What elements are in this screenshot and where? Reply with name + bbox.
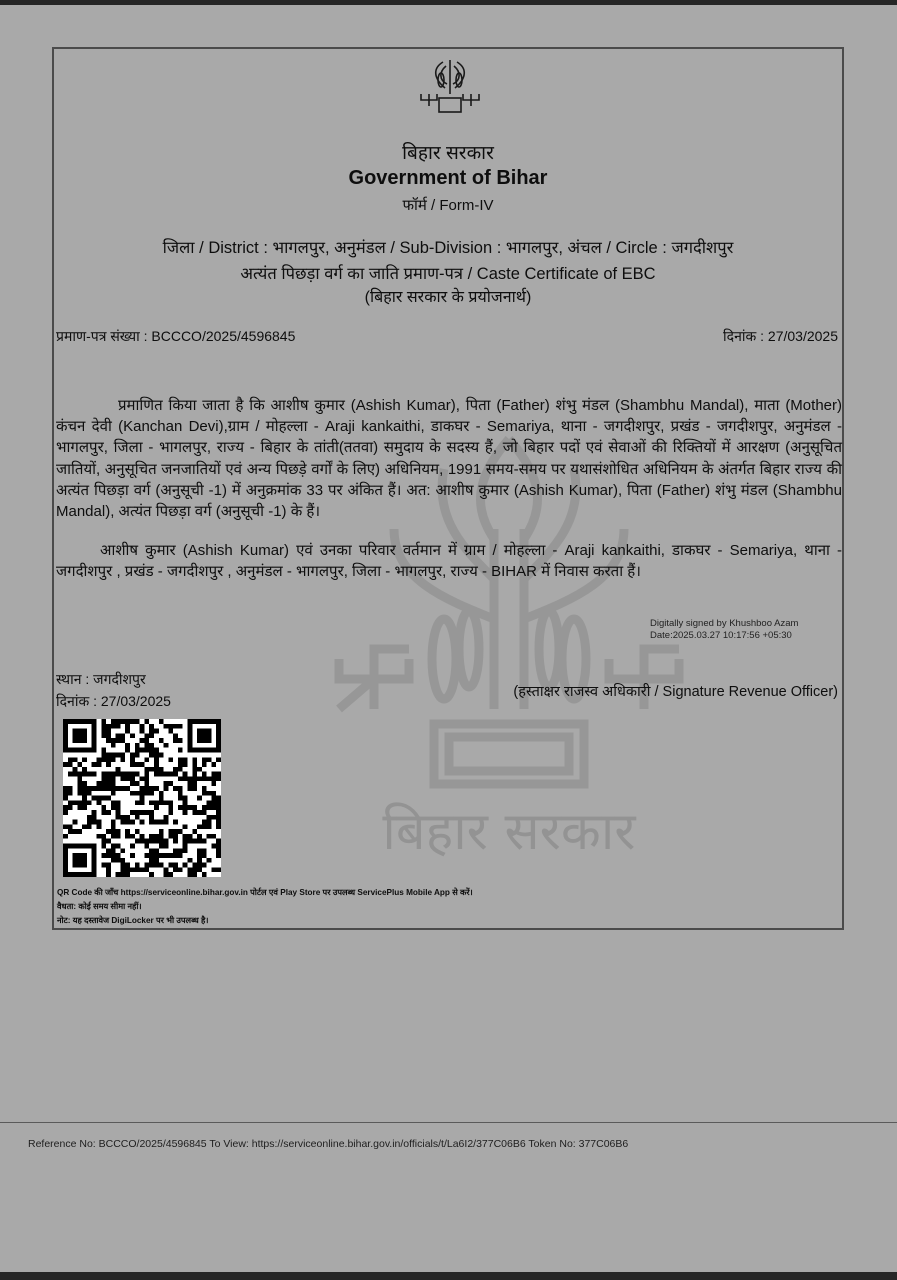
location-line: जिला / District : भागलपुर, अनुमंडल / Sub-Division : भागलपुर, अंचल / Circle : जगदीशपुर bbox=[162, 239, 734, 257]
top-edge-bar bbox=[0, 0, 897, 5]
digital-signature-date: Date:2025.03.27 10:17:56 +05:30 bbox=[650, 630, 792, 641]
qr-verification-note: QR Code की जाँच https://serviceonline.bihar.gov.in पोर्टल एवं Play Store पर उपलब्ध ServicePlus Mobile App से करें। bbox=[57, 888, 473, 897]
certificate-date: दिनांक : 27/03/2025 bbox=[723, 328, 838, 344]
issue-date-label: दिनांक : 27/03/2025 bbox=[56, 693, 171, 709]
bottom-edge-bar bbox=[0, 1272, 897, 1280]
digital-signature-name: Digitally signed by Khushboo Azam bbox=[650, 618, 799, 629]
certificate-body-paragraph-1: प्रमाणित किया जाता है कि आशीष कुमार (Ashish Kumar), पिता (Father) शंभु मंडल (Shambhu Mandal), माता (Mother) कंचन देवी (Kanchan Devi),ग्राम / मोहल्ला - Araji kankaithi, डाकघर - Semariya, थाना - जगदीशपुर, प्रखंड - जगदीशपुर, अनुमंडल - भागलपुर, जिला - भागलपुर, राज्य - बिहार के तांती(ततवा) समुदाय के सदस्य हैं, जो बिहार पदों एवं सेवाओं की रिक्तियों में आरक्षण (अनुसूचित जातियों, अनुसूचित जनजातियों एवं अन्य पिछड़े वर्गों के लिए) अधिनियम, 1991 समय-समय पर यथासंशोधित अधिनियम के अंतर्गत बिहार राज्य की अत्यंत पिछड़ा वर्ग (अनुसूची -1) में अनुक्रमांक 33 पर अंकित हैं। अत: आशीष कुमार (Ashish Kumar), पिता (Father) शंभु मंडल (Shambhu Mandal), अत्यंत पिछड़ा वर्ग (अनुसूची -1) के हैं। bbox=[56, 397, 842, 521]
digital-signature bbox=[650, 618, 798, 642]
header-english-title: Government of Bihar bbox=[348, 167, 548, 189]
reference-line: Reference No: BCCCO/2025/4596845 To View: https://serviceonline.bihar.gov.in/officials/t/La6I2/377C06B6 Token No: 377C06B6 bbox=[28, 1138, 629, 1150]
bihar-emblem-icon bbox=[417, 54, 483, 120]
certificate-number: प्रमाण-पत्र संख्या : BCCCO/2025/4596845 bbox=[56, 328, 296, 344]
certificate-title: अत्यंत पिछड़ा वर्ग का जाति प्रमाण-पत्र / Caste Certificate of EBC bbox=[240, 265, 656, 283]
purpose-line: (बिहार सरकार के प्रयोजनार्थ) bbox=[364, 289, 532, 306]
qr-code bbox=[63, 719, 221, 877]
digilocker-note: नोट: यह दस्तावेज DigiLocker पर भी उपलब्ध है। bbox=[57, 916, 209, 925]
validity-note: वैधता: कोई समय सीमा नहीं। bbox=[57, 902, 142, 911]
certificate bbox=[52, 47, 844, 930]
place-label: स्थान : जगदीशपुर bbox=[56, 671, 146, 687]
certificate-body-paragraph-2: आशीष कुमार (Ashish Kumar) एवं उनका परिवार वर्तमान में ग्राम / मोहल्ला - Araji kankaithi, डाकघर - Semariya, थाना - जगदीशपुर , प्रखंड - जगदीशपुर , अनुमंडल - भागलपुर, जिला - भागलपुर, राज्य - BIHAR में निवास करता हैं। bbox=[56, 542, 842, 581]
page-divider bbox=[0, 1122, 897, 1123]
watermark-text: बिहार सरकार bbox=[382, 802, 636, 862]
signature-label: (हस्ताक्षर राजस्व अधिकारी / Signature Revenue Officer) bbox=[513, 684, 838, 700]
header-hindi-title: बिहार सरकार bbox=[402, 143, 494, 164]
form-label: फॉर्म / Form-IV bbox=[402, 197, 494, 214]
